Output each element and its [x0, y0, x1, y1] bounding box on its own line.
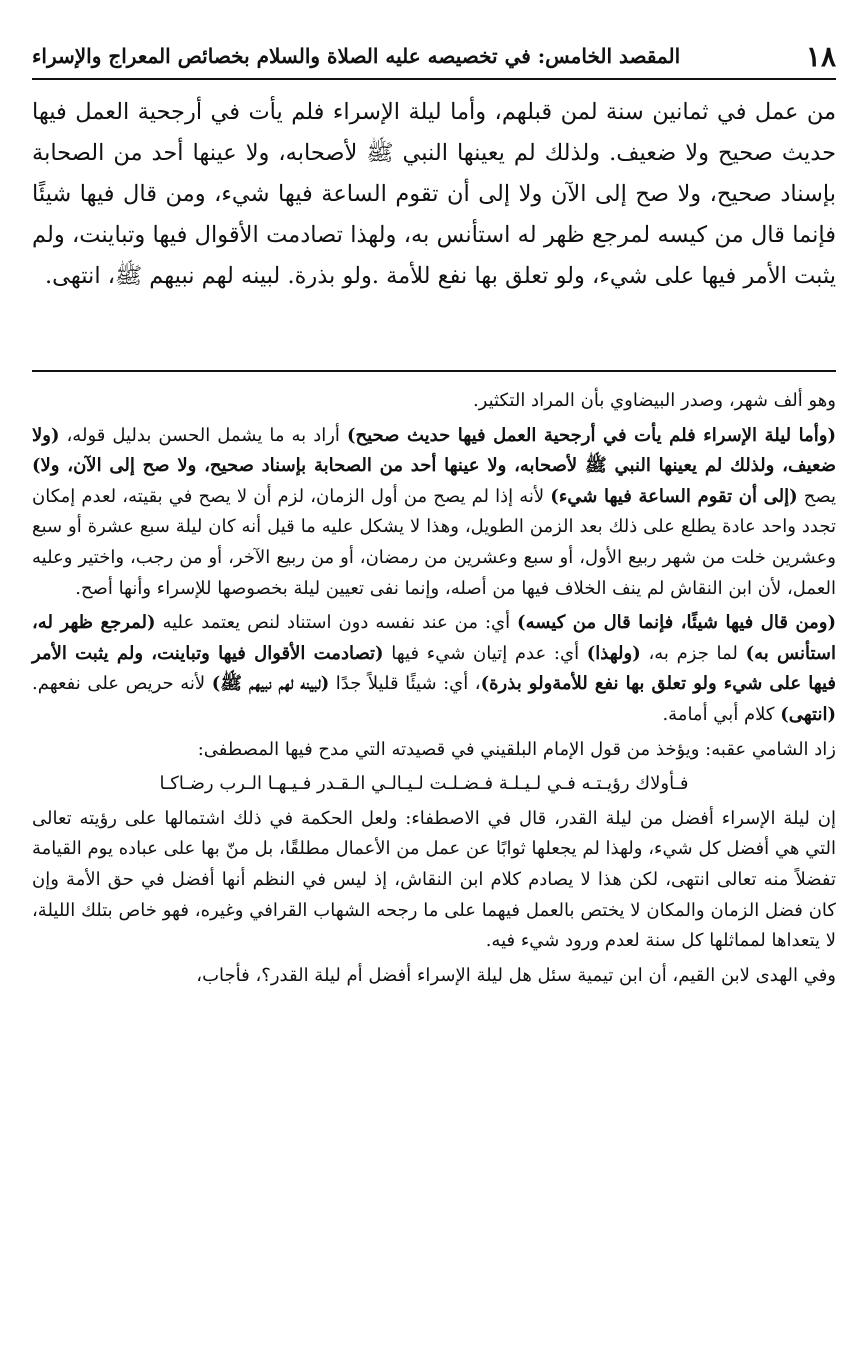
commentary — [32, 386, 836, 991]
running-title: المقصد الخامس: في تخصيصه عليه الصلاة والسلام بخصائص المعراج والإسراء — [32, 44, 681, 68]
commentary-text: يصح — [797, 485, 836, 507]
quoted-text: (تصادمت الأقوال فيها وتباينت، ولم يثبت الأمر فيها على شيء ولو تعلق بها نفع للأمةولو بذرة) — [32, 642, 837, 695]
main-text: من عمل في ثمانين سنة لمن قبلهم، وأما ليلة الإسراء فلم يأت في أرجحية العمل فيها حديث صحيح ولا ضعيف. ولذلك لم يعينها النبي ﷺ لأصحابه، ولا عينها أحد من الصحابة بإسناد صحيح، ولا صح إلى الآن ولا إلى أن تقوم الساعة فيها شيء، ومن قال فيها شيئًا فإنما قال من كيسه لمرجع ظهر له استأنس به، ولهذا تصادمت الأقوال فيها وتباينت، ولم يثبت الأمر فيها على شيء، ولو تعلق بها نفع للأمة .ولو بذرة. لبينه لهم نبيهم ﷺ، انتهى. — [32, 99, 836, 289]
book-page — [32, 34, 836, 995]
commentary-text: لأنه حريص على نفعهم. — [32, 673, 212, 695]
page-number: ١٨ — [805, 39, 836, 73]
quoted-text: (ومن قال فيها شيئًا، فإنما قال من كيسه) — [517, 612, 836, 634]
quoted-text: (لمرجع ظهر له، استأنس به) — [32, 612, 836, 664]
commentary-text: أراد به ما يشمل الحسن بدليل قوله، — [59, 424, 347, 446]
commentary-text: لما جزم به، — [640, 642, 746, 664]
commentary-text: أي: عدم إتيان شيء فيها — [383, 642, 587, 664]
quoted-text: (إلى أن تقوم الساعة فيها شيء) — [550, 485, 798, 507]
commentary-paragraph: زاد الشامي عقبه: ويؤخذ من قول الإمام البلقيني في قصيدته التي مدح فيها المصطفى: — [197, 738, 836, 760]
commentary-text: أي: من عند نفسه دون استناد لنص يعتمد عليه — [155, 612, 518, 634]
quoted-text: (ولا ضعيف، ولذلك لم يعينها النبي ﷺ لأصحابه، ولا عينها أحد من الصحابة بإسناد صحيح، ولا صح إلى الآن، ولا) — [32, 424, 836, 477]
commentary-paragraph: إن ليلة الإسراء أفضل من ليلة القدر، قال في الاصطفاء: ولعل الحكمة في ذلك اشتمالها على رؤيته تعالى التي هي أفضل كل شيء، ولهذا لم يجعلها ثوابًا عن عمل من الأعمال مطلقًا، بل منّ بها على عباده يوم القيامة تفضلاً منه تعالى انتهى، لكن هذا لا يصادم كلام ابن النقاش، إذ ليس في النظم أنها أفضل في حق الأمة وإن كان فضل الزمان والمكان لا يختص بالعمل فيهما على ما رجحه الشهاب القرافي وغيره، فهو خاص بتلك الليلة، لا يتعداها لمماثلها كل سنة لعدم ورود شيء فيه. — [32, 807, 836, 952]
quoted-text: (وأما ليلة الإسراء فلم يأت في أرجحية العمل فيها حديث صحيح) — [346, 424, 837, 446]
quoted-text: (انتهى) — [780, 703, 836, 725]
commentary-text: ، أي: شيئًا قليلاً جدًا — [329, 673, 481, 695]
commentary-paragraph — [32, 421, 836, 605]
quoted-text: (ولهذا) — [586, 642, 641, 664]
commentary-paragraph: وهو ألف شهر، وصدر البيضاوي بأن المراد التكثير. — [472, 390, 836, 411]
poetry-verse: فـأولاك رؤيـتـه فـي لـيـلـة فـضـلـت لـيـالـي الـقـدر فـيـهـا الـرب رضـاكـا — [159, 773, 689, 795]
quoted-text: (لبينه لهم نبيهم ﷺ) — [211, 673, 330, 695]
commentary-text: لأنه إذا لم يصح من أول الزمان، لزم أن لا يصح في بقيته، لعدم إمكان تجدد واحد عادة يطلع على ذلك بعد الزمن الطويل، وهذا لا يشكل عليه ما قيل أنه كان ليلة سبع عشرة أو سبع وعشرين خلت من شهر ربيع الأول، أو سبع وعشرين من رمضان، أو من ربيع الآخر، أو من رجب، واختير وعليه العمل، لأن ابن النقاش لم ينف الخلاف فيها من أصله، وإنما نفى تعيين ليلة بخصوصها للإسراء وأنها أصح. — [32, 485, 836, 599]
commentary-text: كلام أبي أمامة. — [662, 703, 781, 725]
commentary-paragraph — [32, 608, 836, 730]
commentary-paragraph: وفي الهدى لابن القيم، أن ابن تيمية سئل هل ليلة الإسراء أفضل أم ليلة القدر؟، فأجاب، — [196, 964, 836, 986]
footnote-divider — [32, 370, 836, 372]
page-header — [32, 34, 836, 80]
